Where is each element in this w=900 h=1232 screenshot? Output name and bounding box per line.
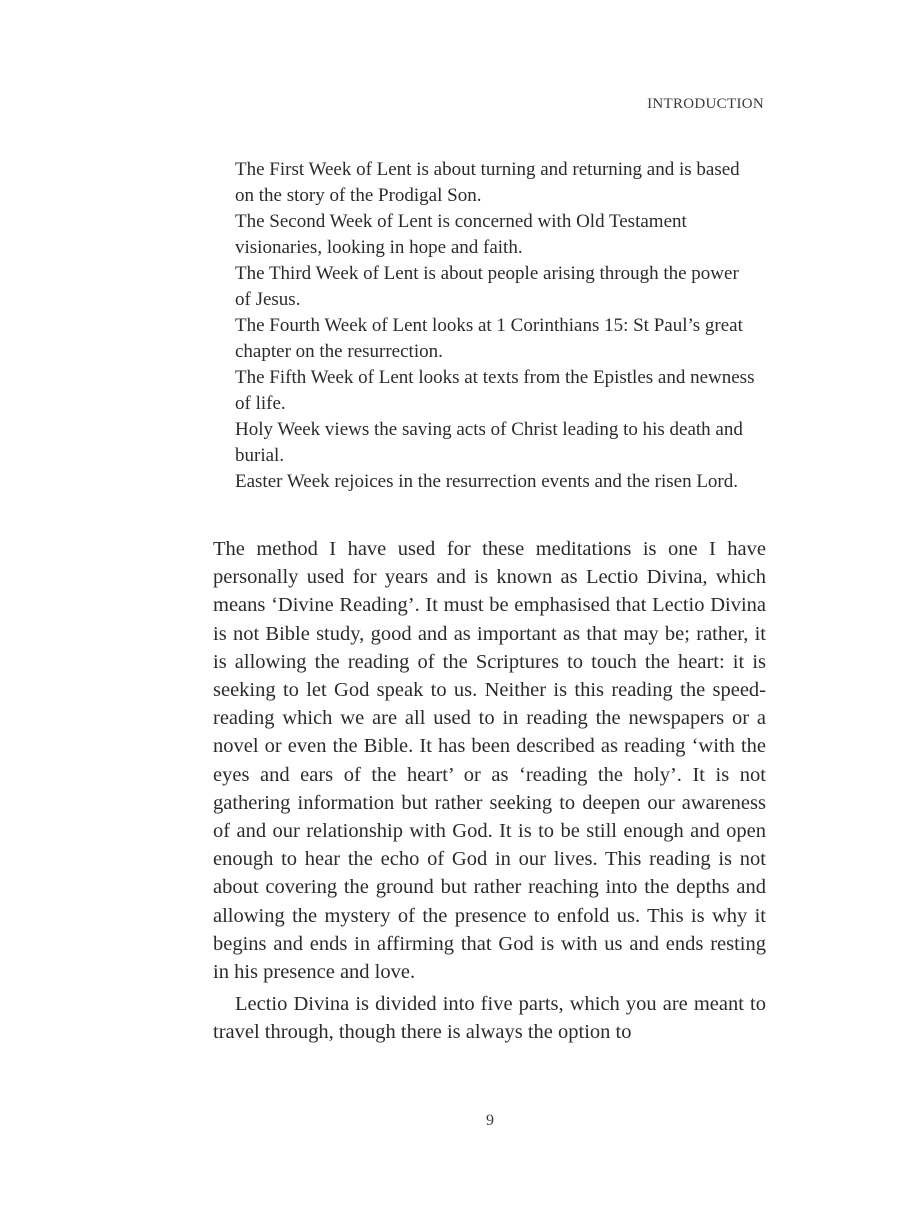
- week-item-third: The Third Week of Lent is about people arising through the power of Jesus.: [235, 263, 739, 310]
- week-item-first: The First Week of Lent is about turning and returning and is based on the story of the Prodigal Son.: [235, 159, 740, 206]
- paragraph-lectio-method: The method I have used for these meditations is one I have personally used for years and is known as Lectio Divina, which means ‘Divine Reading’. It must be emphasised that Lectio Divina is not Bible study, good and as important as that may be; rather, it is allowing the reading of the Scriptures to touch the heart: it is seeking to let God speak to us. Neither is this reading the speed-reading which we are all used to in reading the newspapers or a novel or even the Bible. It has been described as reading ‘with the eyes and ears of the heart’ or as ‘reading the holy’. It is not gathering information but rather seeking to deepen our awareness of and our relationship with God. It is to be still enough and open enough to hear the echo of God in our lives. This reading is not about covering the ground but rather reaching into the depths and allowing the mystery of the presence to enfold us. This is why it begins and ends in affirming that God is with us and ends resting in his presence and love.: [213, 538, 766, 984]
- week-item-easter-week: Easter Week rejoices in the resurrection events and the risen Lord.: [235, 471, 739, 492]
- page-number: 9: [486, 1112, 494, 1129]
- week-item-holy-week: Holy Week views the saving acts of Christ leading to his death and burial.: [235, 419, 743, 466]
- week-item-fifth: The Fifth Week of Lent looks at texts from the Epistles and newness of life.: [235, 367, 755, 414]
- lent-weeks-list: [235, 157, 755, 495]
- week-item-second: The Second Week of Lent is concerned with Old Testament visionaries, looking in hope and faith.: [235, 211, 687, 258]
- week-item-fourth: The Fourth Week of Lent looks at 1 Corinthians 15: St Paul’s great chapter on the resurrection.: [235, 315, 743, 362]
- body-text: [213, 535, 766, 1047]
- running-head: INTRODUCTION: [647, 96, 764, 112]
- paragraph-lectio-parts: Lectio Divina is divided into five parts, which you are meant to travel through, though there is always the option to: [213, 993, 766, 1044]
